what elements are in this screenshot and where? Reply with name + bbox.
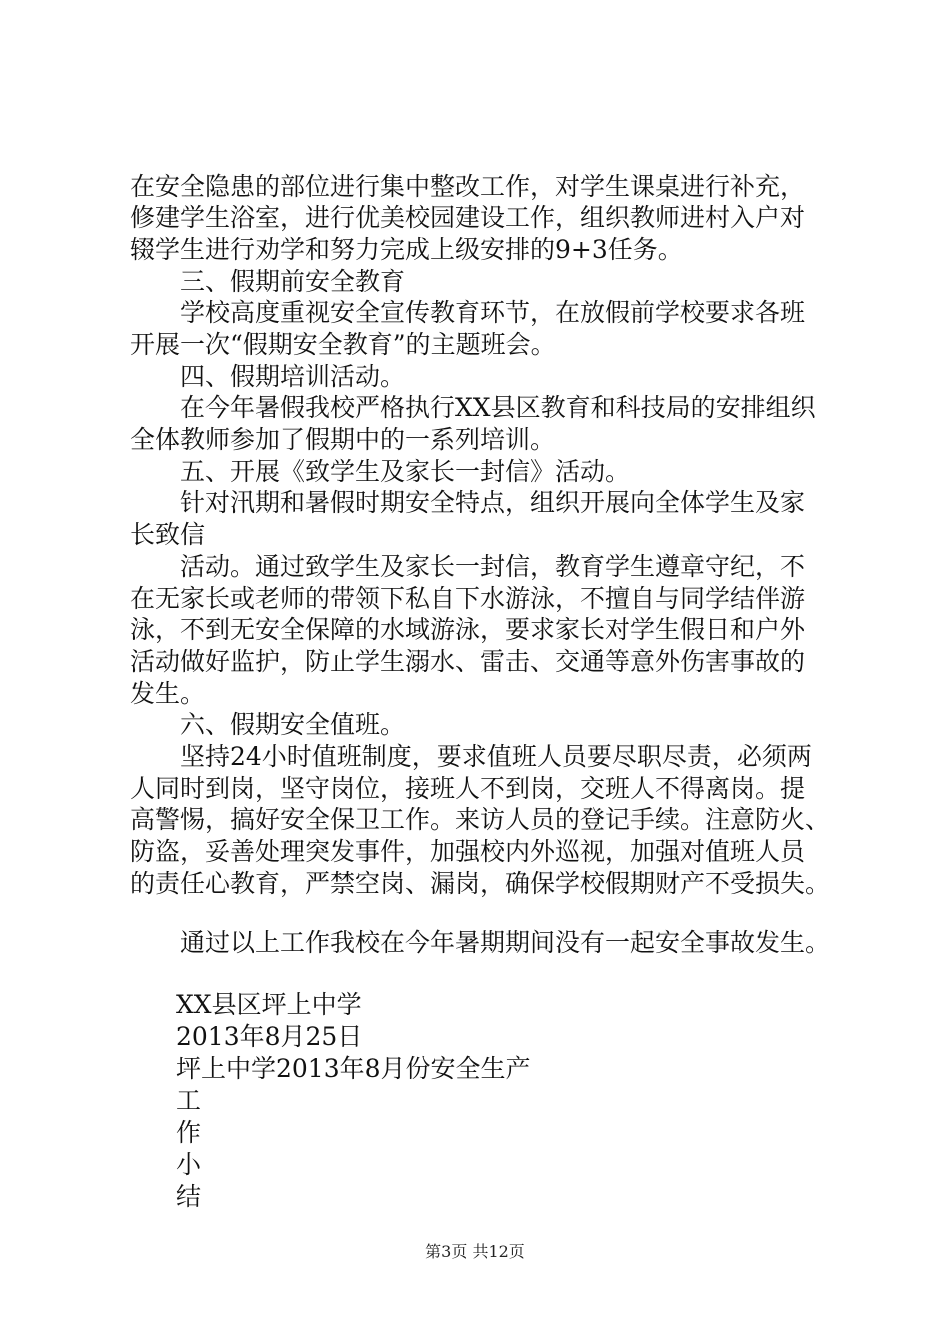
signature-date: 2013年8月25日 <box>176 1022 363 1051</box>
signature-school: XX县区坪上中学 <box>176 990 362 1019</box>
summary-title-char: 结 <box>176 1182 202 1211</box>
summary-title-char: 小 <box>176 1150 202 1179</box>
paragraph-line: 针对汛期和暑假时期安全特点，组织开展向全体学生及家 <box>180 488 806 517</box>
paragraph-line: 的责任心教育，严禁空岗、漏岗，确保学校假期财产不受损失。 <box>130 869 831 898</box>
paragraph-line: 活动做好监护，防止学生溺水、雷击、交通等意外伤害事故的 <box>130 647 806 676</box>
paragraph-line: 防盗，妥善处理突发事件，加强校内外巡视，加强对值班人员 <box>130 837 806 866</box>
paragraph-line: 泳，不到无安全保障的水域游泳，要求家长对学生假日和户外 <box>130 615 806 644</box>
paragraph-line: 高警惕，搞好安全保卫工作。来访人员的登记手续。注意防火、 <box>130 805 831 834</box>
section-heading: 六、假期安全值班。 <box>180 710 406 739</box>
paragraph-line: 在安全隐患的部位进行集中整改工作，对学生课桌进行补充， <box>130 172 806 201</box>
section-heading: 四、假期培训活动。 <box>180 362 406 391</box>
paragraph-line: 修建学生浴室，进行优美校园建设工作，组织教师进村入户对 <box>130 203 806 232</box>
paragraph-line: 开展一次“假期安全教育”的主题班会。 <box>130 330 556 359</box>
summary-title-char: 工 <box>176 1086 202 1115</box>
paragraph-line: 在今年暑假我校严格执行XX县区教育和科技局的安排组织 <box>180 393 816 422</box>
summary-title: 坪上中学2013年8月份安全生产 <box>176 1054 531 1083</box>
paragraph-line: 学校高度重视安全宣传教育环节，在放假前学校要求各班 <box>180 298 806 327</box>
page-footer: 第3页 共12页 <box>425 1242 525 1261</box>
paragraph-line: 长致信 <box>130 520 206 549</box>
paragraph-line: 坚持24小时值班制度，要求值班人员要尽职尽责，必须两 <box>180 742 812 771</box>
section-heading: 三、假期前安全教育 <box>180 267 406 296</box>
paragraph-line: 活动。通过致学生及家长一封信，教育学生遵章守纪，不 <box>180 552 806 581</box>
paragraph-line: 辍学生进行劝学和努力完成上级安排的9+3任务。 <box>130 235 683 264</box>
summary-title-char: 作 <box>176 1118 202 1147</box>
paragraph-line: 发生。 <box>130 679 206 708</box>
section-heading: 五、开展《致学生及家长一封信》活动。 <box>180 457 631 486</box>
conclusion-line: 通过以上工作我校在今年暑期期间没有一起安全事故发生。 <box>180 928 831 957</box>
paragraph-line: 全体教师参加了假期中的一系列培训。 <box>130 425 556 454</box>
paragraph-line: 在无家长或老师的带领下私自下水游泳，不擅自与同学结伴游 <box>130 584 806 613</box>
paragraph-line: 人同时到岗，坚守岗位，接班人不到岗，交班人不得离岗。提 <box>130 774 806 803</box>
